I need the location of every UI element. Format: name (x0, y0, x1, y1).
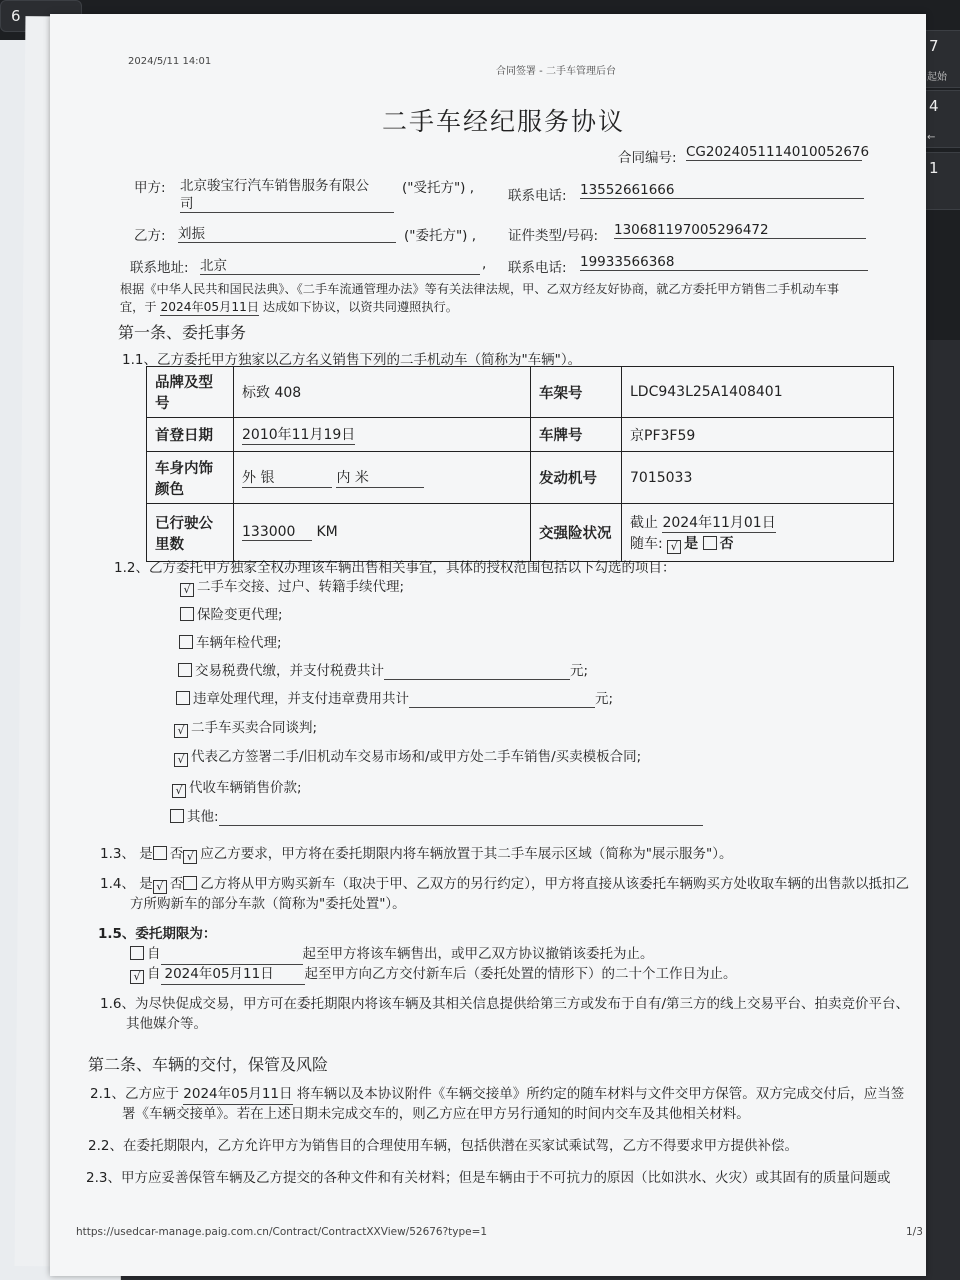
with-car-no-label: 否 (719, 535, 734, 552)
party-b-address-suffix: , (482, 256, 487, 272)
section-2-1-line1 (90, 1084, 904, 1105)
party-a-name-line2: 司 (180, 192, 394, 213)
section-1-4-line1: 乙方将从甲方购买新车（取决于甲、乙双方的另行约定），甲方将直接从该委托车辆购买方处收取车辆的出售款以抵扣乙 (200, 876, 910, 892)
option-checkbox: √ (174, 724, 188, 738)
option-label: 代收车辆销售价款; (189, 780, 302, 796)
term-option1-post: 起至甲方将该车辆售出，或甲乙双方协议撤销该委托为止。 (302, 946, 654, 962)
option-label: 二手车买卖合同谈判; (191, 720, 318, 736)
engine-value: 7015033 (622, 452, 894, 504)
section-2-1-post: 将车辆以及本协议附件《车辆交接单》所约定的随车材料与文件交甲方保管。双方完成交付后，应当签 (296, 1086, 905, 1102)
mileage-cell (234, 504, 531, 562)
color-interior: 内 米 (336, 467, 424, 488)
keyboard-key: 1 (918, 152, 960, 210)
section-1-1: 1.1、乙方委托甲方独家以乙方名义销售下列的二手机动车（简称为"车辆"）。 (122, 352, 582, 368)
plate-label: 车牌号 (531, 418, 622, 452)
contract-page (50, 14, 926, 1276)
option-label: 车辆年检代理; (196, 635, 282, 651)
option-label: 交易税费代缴，并支付税费共计 (195, 663, 384, 679)
mileage-value: 133000 (242, 524, 312, 541)
intro-line2 (120, 298, 458, 316)
section-2-3: 2.3、甲方应妥善保管车辆及乙方提交的各种文件和有关材料；但是车辆由于不可抗力的原因（比如洪水、火灾）或其固有的质量问题或 (86, 1170, 891, 1186)
color-exterior: 外 银 (242, 467, 332, 488)
with-car-yes-label: 是 (684, 535, 699, 552)
option-tax (178, 659, 588, 680)
print-datetime: 2024/5/11 14:01 (128, 56, 212, 67)
party-b-id: 130681197005296472 (614, 222, 866, 239)
option-checkbox (178, 663, 192, 677)
party-a-phone-label: 联系电话: (508, 188, 567, 204)
section-1-4 (100, 874, 909, 894)
reg-date-label: 首登日期 (147, 418, 234, 452)
print-site-title: 合同签署 - 二手车管理后台 (496, 66, 616, 77)
option-checkbox: √ (172, 784, 186, 798)
footer-page-number: 1/3 (906, 1226, 923, 1238)
option-label: 违章处理代理，并支付违章费用共计 (193, 691, 409, 707)
keyboard-key: 6 (0, 0, 82, 32)
option-checkbox: √ (180, 583, 194, 597)
with-car-no-checkbox (703, 536, 717, 550)
article2-title: 第二条、车辆的交付，保管及风险 (88, 1055, 329, 1074)
insurance-until-label: 截止 (630, 514, 658, 531)
contract-no-value: CG2024051114010052676 (686, 144, 870, 160)
article1-title: 第一条、委托事务 (118, 323, 247, 342)
section-1-5-option2 (130, 964, 737, 985)
section-1-4-num: 1.4、 (100, 876, 135, 892)
option-checkbox (170, 809, 184, 823)
plate-value: 京PF3F59 (622, 418, 894, 452)
party-b-address-label: 联系地址: (130, 260, 189, 276)
section-1-3-yes: 是 (139, 846, 153, 862)
section-1-3-no: 否 (169, 846, 184, 862)
party-a-name-line1: 北京骏宝行汽车销售服务有限公 (180, 178, 369, 194)
section-1-4-no-checkbox (183, 876, 197, 890)
option-label: 二手车交接、过户、转籍手续代理; (197, 579, 405, 595)
option-suffix: 元; (570, 663, 589, 679)
section-1-4-no: 否 (169, 876, 184, 892)
option-label: 保险变更代理; (197, 607, 283, 623)
option-label: 代表乙方签署二手/旧机动车交易市场和/或甲方处二手车销售/买卖模板合同; (191, 749, 642, 765)
section-1-6-line1: 1.6、为尽快促成交易，甲方可在委托期限内将该车辆及其相关信息提供给第三方或发布于自有/第三方的线上交易平台、拍卖竞价平台、 (100, 996, 910, 1012)
option-sign-contract (174, 745, 641, 767)
section-1-2: 1.2、乙方委托甲方独家全权办理该车辆出售相关事宜，具体的授权范围包括以下勾选的项目： (114, 560, 676, 576)
term-option2-post: 起至甲方向乙方交付新车后（委托处置的情形下）的二十个工作日为止。 (304, 966, 737, 982)
section-1-4-yes: 是 (139, 876, 153, 892)
section-1-4-line2: 方所购新车的部分车款（简称为"委托处置"）。 (130, 896, 406, 912)
intro-suffix: 达成如下协议，以资共同遵照执行。 (262, 300, 458, 314)
brand-label: 品牌及型号 (147, 367, 234, 418)
insurance-cell (622, 504, 894, 562)
term-option2-date: 2024年05月11日 (161, 964, 305, 985)
section-1-4-yes-checkbox: √ (153, 880, 167, 894)
party-b-phone: 19933566368 (580, 254, 868, 271)
tax-amount-line (384, 663, 570, 680)
term-option2-checkbox: √ (130, 970, 144, 984)
contract-no-label: 合同编号: (618, 150, 677, 166)
section-2-1-pre: 2.1、乙方应于 (90, 1086, 179, 1102)
intro-prefix: 宜，于 (120, 300, 157, 314)
party-b-label: 乙方: (134, 228, 166, 244)
reg-date-value: 2010年11月19日 (242, 424, 355, 445)
section-2-1-date: 2024年05月11日 (183, 1084, 292, 1105)
document-title: 二手车经纪服务协议 (382, 107, 626, 136)
with-car-yes-checkbox: √ (667, 540, 681, 554)
party-b-phone-label: 联系电话: (508, 260, 567, 276)
option-checkbox (180, 607, 194, 621)
with-car-label: 随车: (630, 535, 663, 552)
term-option1-checkbox (130, 946, 144, 960)
insurance-until-date: 2024年11月01日 (662, 512, 775, 533)
footer-url: https://usedcar-manage.paig.com.cn/Contract/ContractXXView/52676?type=1 (76, 1226, 488, 1238)
insurance-label: 交强险状况 (531, 504, 622, 562)
option-checkbox (176, 691, 190, 705)
section-1-3-no-checkbox: √ (183, 850, 197, 864)
option-transfer (180, 575, 404, 597)
section-1-3-num: 1.3、 (100, 846, 135, 862)
engine-label: 发动机号 (531, 452, 622, 504)
option-checkbox: √ (174, 753, 188, 767)
party-a-label: 甲方: (134, 180, 166, 196)
section-1-6-line2: 其他媒介等。 (126, 1016, 207, 1032)
option-negotiation (174, 716, 317, 738)
term-option1-pre: 自 (147, 946, 161, 962)
vin-value: LDC943L25A1408401 (622, 367, 894, 418)
party-b-name: 刘振 (178, 222, 396, 243)
section-1-3-yes-checkbox (153, 846, 167, 860)
option-label: 其他: (187, 809, 219, 825)
option-other (170, 805, 703, 826)
brand-value: 标致 408 (234, 367, 531, 418)
color-cell (234, 452, 531, 504)
option-collect-payment (172, 776, 302, 798)
mileage-label: 已行驶公里数 (147, 504, 234, 562)
option-suffix: 元; (595, 691, 614, 707)
color-label: 车身内饰颜色 (147, 452, 234, 504)
option-checkbox (179, 635, 193, 649)
option-violation (176, 687, 613, 708)
keyboard-key: 4 ← (918, 90, 960, 148)
section-1-5-option1 (130, 944, 654, 965)
violation-amount-line (409, 691, 595, 708)
vin-label: 车架号 (531, 367, 622, 418)
mileage-unit: KM (316, 524, 338, 540)
vehicle-info-table (146, 366, 894, 562)
section-2-2: 2.2、在委托期限内，乙方允许甲方为销售目的合理使用车辆，包括供潜在买家试乘试驾，乙方不得要求甲方提供补偿。 (88, 1138, 798, 1154)
party-b-address: 北京 (200, 254, 480, 275)
keyboard-key: 7 起始 (918, 30, 960, 88)
party-a-phone: 13552661666 (580, 182, 864, 199)
term-option2-pre: 自 (147, 966, 161, 982)
reg-date-cell (234, 418, 531, 452)
intro-date: 2024年05月11日 (160, 300, 260, 314)
section-2-1-line2: 署《车辆交接单》。若在上述日期未完成交车的，则乙方应在甲方另行通知的时间内交车及其他相关材料。 (122, 1106, 750, 1122)
section-1-3 (100, 844, 732, 864)
term-option1-date (161, 944, 303, 965)
section-1-3-text: 应乙方要求，甲方将在委托期限内将车辆放置于其二手车展示区域（简称为"展示服务"）。 (200, 846, 733, 862)
party-b-role: ("委托方") , (404, 228, 477, 244)
party-b-id-label: 证件类型/号码: (508, 228, 599, 244)
intro-line1: 根据《中华人民共和国民法典》、《二手车流通管理办法》等有关法律法规，甲、乙双方经友好协商，就乙方委托甲方销售二手机动车事 (120, 282, 840, 296)
section-1-5-title: 1.5、委托期限为： (98, 926, 217, 942)
option-insurance (180, 603, 283, 623)
option-inspection (179, 631, 282, 651)
party-a-role: ("受托方") , (402, 180, 475, 196)
other-line (219, 809, 703, 826)
